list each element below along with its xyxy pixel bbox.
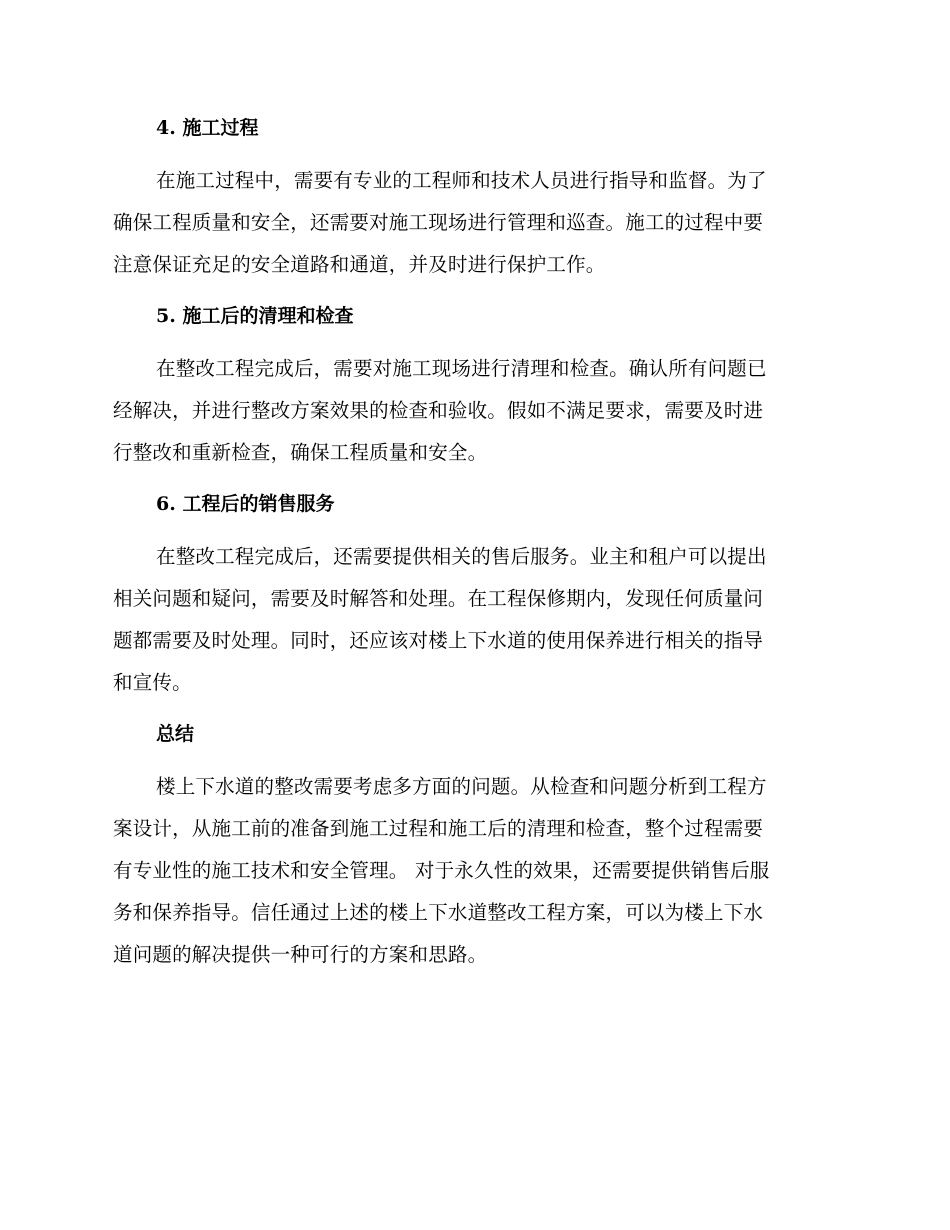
text-line: 在整改工程完成后，需要对施工现场进行清理和检查。确认所有问题已: [156, 357, 767, 380]
section-heading-after-sales: 6. 工程后的销售服务: [156, 493, 335, 515]
section-heading-post-cleanup: 5. 施工后的清理和检查: [156, 305, 354, 327]
text-line: 楼上下水道的整改需要考虑多方面的问题。从检查和问题分析到工程方: [156, 775, 767, 798]
text-line: 务和保养指导。信任通过上述的楼上下水道整改工程方案，可以为楼上下水: [113, 901, 764, 924]
paragraph-after-sales: [113, 536, 833, 704]
text-line: 确保工程质量和安全，还需要对施工现场进行管理和巡查。施工的过程中要: [113, 211, 764, 234]
text-line: 行整改和重新检查，确保工程质量和安全。: [113, 441, 488, 464]
text-line: 有专业性的施工技术和安全管理。 对于永久性的效果，还需要提供销售后服: [113, 859, 770, 882]
section-heading-summary: 总结: [156, 723, 195, 745]
text-line: 和宣传。: [113, 671, 192, 694]
paragraph-construction-process: [113, 160, 833, 286]
text-line: 在施工过程中，需要有专业的工程师和技术人员进行指导和监督。为了: [156, 169, 767, 192]
text-line: 在整改工程完成后，还需要提供相关的售后服务。业主和租户可以提出: [156, 545, 767, 568]
text-line: 道问题的解决提供一种可行的方案和思路。: [113, 943, 488, 966]
text-line: 案设计，从施工前的准备到施工过程和施工后的清理和检查，整个过程需要: [113, 817, 764, 840]
text-line: 经解决，并进行整改方案效果的检查和验收。假如不满足要求，需要及时进: [113, 399, 764, 422]
text-line: 注意保证充足的安全道路和通道，并及时进行保护工作。: [113, 253, 606, 276]
paragraph-post-cleanup: [113, 348, 833, 474]
document-body: [113, 108, 833, 976]
section-heading-construction-process: 4. 施工过程: [156, 117, 259, 139]
text-line: 题都需要及时处理。同时，还应该对楼上下水道的使用保养进行相关的指导: [113, 629, 764, 652]
text-line: 相关问题和疑问，需要及时解答和处理。在工程保修期内，发现任何质量问: [113, 587, 764, 610]
paragraph-summary: [113, 766, 833, 976]
